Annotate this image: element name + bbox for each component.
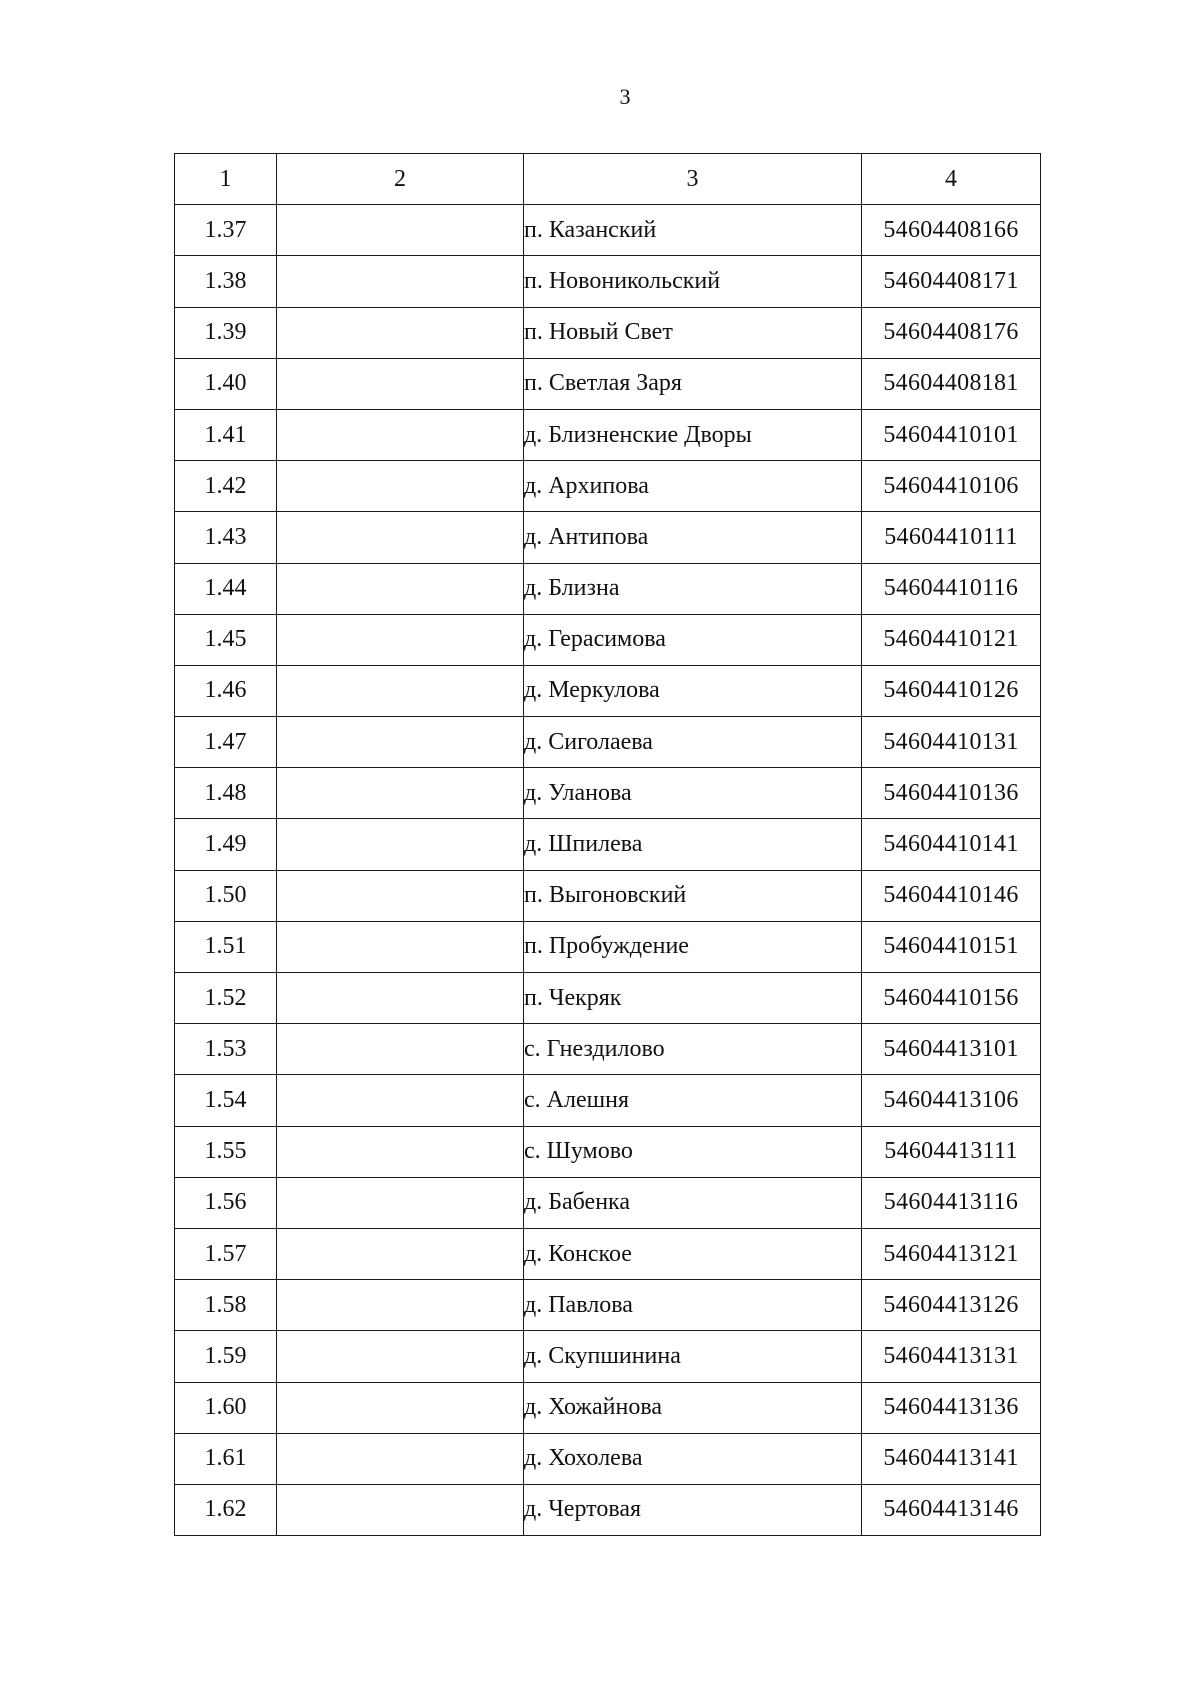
table-row xyxy=(175,665,1041,716)
oktmo-code-cell: 54604410131 xyxy=(862,717,1041,768)
row-number-cell: 1.50 xyxy=(175,870,277,921)
settlement-name-cell: д. Хожайнова xyxy=(524,1382,862,1433)
table-row xyxy=(175,256,1041,307)
oktmo-code-cell: 54604413146 xyxy=(862,1484,1041,1535)
oktmo-code-cell: 54604410121 xyxy=(862,614,1041,665)
settlement-name-cell: с. Алешня xyxy=(524,1075,862,1126)
column-2-cell xyxy=(277,1228,524,1279)
row-number-cell: 1.62 xyxy=(175,1484,277,1535)
row-number-cell: 1.60 xyxy=(175,1382,277,1433)
table-row xyxy=(175,1331,1041,1382)
table-row xyxy=(175,973,1041,1024)
table-row xyxy=(175,1433,1041,1484)
row-number-cell: 1.38 xyxy=(175,256,277,307)
column-2-cell xyxy=(277,614,524,665)
column-2-cell xyxy=(277,1331,524,1382)
oktmo-code-cell: 54604410146 xyxy=(862,870,1041,921)
row-number-cell: 1.45 xyxy=(175,614,277,665)
column-2-cell xyxy=(277,768,524,819)
settlement-name-cell: п. Казанский xyxy=(524,205,862,256)
settlement-name-cell: д. Шпилева xyxy=(524,819,862,870)
oktmo-code-cell: 54604410126 xyxy=(862,665,1041,716)
table-row xyxy=(175,1228,1041,1279)
table-row xyxy=(175,1382,1041,1433)
oktmo-code-cell: 54604410136 xyxy=(862,768,1041,819)
table-row xyxy=(175,1177,1041,1228)
table-row xyxy=(175,1024,1041,1075)
table-row xyxy=(175,307,1041,358)
settlement-name-cell: с. Гнездилово xyxy=(524,1024,862,1075)
table-row xyxy=(175,205,1041,256)
column-2-cell xyxy=(277,409,524,460)
row-number-cell: 1.47 xyxy=(175,717,277,768)
row-number-cell: 1.61 xyxy=(175,1433,277,1484)
header-col-4: 4 xyxy=(862,154,1041,205)
oktmo-code-cell: 54604413121 xyxy=(862,1228,1041,1279)
oktmo-code-cell: 54604413131 xyxy=(862,1331,1041,1382)
header-row xyxy=(175,154,1041,205)
oktmo-code-cell: 54604410151 xyxy=(862,921,1041,972)
column-2-cell xyxy=(277,1024,524,1075)
settlement-name-cell: д. Близненские Дворы xyxy=(524,409,862,460)
table-row xyxy=(175,870,1041,921)
settlement-name-cell: п. Выгоновский xyxy=(524,870,862,921)
row-number-cell: 1.59 xyxy=(175,1331,277,1382)
column-2-cell xyxy=(277,205,524,256)
oktmo-code-cell: 54604413116 xyxy=(862,1177,1041,1228)
oktmo-code-cell: 54604413136 xyxy=(862,1382,1041,1433)
row-number-cell: 1.41 xyxy=(175,409,277,460)
column-2-cell xyxy=(277,1484,524,1535)
table-row xyxy=(175,768,1041,819)
column-2-cell xyxy=(277,1075,524,1126)
row-number-cell: 1.53 xyxy=(175,1024,277,1075)
table-row xyxy=(175,563,1041,614)
settlement-name-cell: д. Меркулова xyxy=(524,665,862,716)
settlement-name-cell: д. Герасимова xyxy=(524,614,862,665)
column-2-cell xyxy=(277,256,524,307)
row-number-cell: 1.42 xyxy=(175,461,277,512)
column-2-cell xyxy=(277,1177,524,1228)
column-2-cell xyxy=(277,1382,524,1433)
settlement-name-cell: д. Чертовая xyxy=(524,1484,862,1535)
table-row xyxy=(175,921,1041,972)
oktmo-code-cell: 54604410101 xyxy=(862,409,1041,460)
row-number-cell: 1.48 xyxy=(175,768,277,819)
settlement-name-cell: п. Светлая Заря xyxy=(524,358,862,409)
table-body xyxy=(175,205,1041,1536)
oktmo-code-cell: 54604413101 xyxy=(862,1024,1041,1075)
oktmo-code-cell: 54604410116 xyxy=(862,563,1041,614)
column-2-cell xyxy=(277,512,524,563)
settlement-name-cell: п. Новоникольский xyxy=(524,256,862,307)
row-number-cell: 1.44 xyxy=(175,563,277,614)
table-row xyxy=(175,1075,1041,1126)
column-2-cell xyxy=(277,921,524,972)
oktmo-code-cell: 54604410141 xyxy=(862,819,1041,870)
header-col-2: 2 xyxy=(277,154,524,205)
settlement-name-cell: с. Шумово xyxy=(524,1126,862,1177)
settlement-name-cell: д. Архипова xyxy=(524,461,862,512)
row-number-cell: 1.40 xyxy=(175,358,277,409)
column-2-cell xyxy=(277,717,524,768)
column-2-cell xyxy=(277,563,524,614)
header-col-1: 1 xyxy=(175,154,277,205)
table-row xyxy=(175,461,1041,512)
header-col-3: 3 xyxy=(524,154,862,205)
table-row xyxy=(175,819,1041,870)
oktmo-code-cell: 54604413111 xyxy=(862,1126,1041,1177)
column-2-cell xyxy=(277,461,524,512)
row-number-cell: 1.56 xyxy=(175,1177,277,1228)
table-row xyxy=(175,1126,1041,1177)
oktmo-code-cell: 54604410156 xyxy=(862,973,1041,1024)
table-row xyxy=(175,512,1041,563)
column-2-cell xyxy=(277,973,524,1024)
settlement-name-cell: д. Сиголаева xyxy=(524,717,862,768)
settlement-name-cell: п. Новый Свет xyxy=(524,307,862,358)
column-2-cell xyxy=(277,307,524,358)
table-row xyxy=(175,614,1041,665)
row-number-cell: 1.57 xyxy=(175,1228,277,1279)
column-2-cell xyxy=(277,358,524,409)
settlement-name-cell: д. Бабенка xyxy=(524,1177,862,1228)
oktmo-code-cell: 54604408166 xyxy=(862,205,1041,256)
table-row xyxy=(175,358,1041,409)
table-row xyxy=(175,409,1041,460)
settlement-name-cell: д. Уланова xyxy=(524,768,862,819)
oktmo-code-cell: 54604413106 xyxy=(862,1075,1041,1126)
oktmo-code-cell: 54604408171 xyxy=(862,256,1041,307)
row-number-cell: 1.39 xyxy=(175,307,277,358)
row-number-cell: 1.46 xyxy=(175,665,277,716)
oktmo-code-cell: 54604410106 xyxy=(862,461,1041,512)
settlement-name-cell: д. Антипова xyxy=(524,512,862,563)
settlement-name-cell: д. Скупшинина xyxy=(524,1331,862,1382)
table-row xyxy=(175,717,1041,768)
settlement-name-cell: п. Чекряк xyxy=(524,973,862,1024)
oktmo-code-cell: 54604408181 xyxy=(862,358,1041,409)
oktmo-code-cell: 54604413126 xyxy=(862,1280,1041,1331)
row-number-cell: 1.52 xyxy=(175,973,277,1024)
oktmo-code-cell: 54604410111 xyxy=(862,512,1041,563)
column-2-cell xyxy=(277,819,524,870)
column-2-cell xyxy=(277,870,524,921)
oktmo-code-cell: 54604413141 xyxy=(862,1433,1041,1484)
settlement-name-cell: д. Хохолева xyxy=(524,1433,862,1484)
row-number-cell: 1.51 xyxy=(175,921,277,972)
column-2-cell xyxy=(277,1280,524,1331)
settlement-name-cell: п. Пробуждение xyxy=(524,921,862,972)
row-number-cell: 1.49 xyxy=(175,819,277,870)
row-number-cell: 1.43 xyxy=(175,512,277,563)
row-number-cell: 1.37 xyxy=(175,205,277,256)
settlements-table xyxy=(174,153,1041,1536)
table-row xyxy=(175,1484,1041,1535)
row-number-cell: 1.58 xyxy=(175,1280,277,1331)
column-2-cell xyxy=(277,1126,524,1177)
row-number-cell: 1.55 xyxy=(175,1126,277,1177)
page-number: 3 xyxy=(619,84,631,109)
column-2-cell xyxy=(277,665,524,716)
row-number-cell: 1.54 xyxy=(175,1075,277,1126)
table-row xyxy=(175,1280,1041,1331)
settlement-name-cell: д. Конское xyxy=(524,1228,862,1279)
settlement-name-cell: д. Близна xyxy=(524,563,862,614)
oktmo-code-cell: 54604408176 xyxy=(862,307,1041,358)
table-header xyxy=(175,154,1041,205)
column-2-cell xyxy=(277,1433,524,1484)
settlement-name-cell: д. Павлова xyxy=(524,1280,862,1331)
